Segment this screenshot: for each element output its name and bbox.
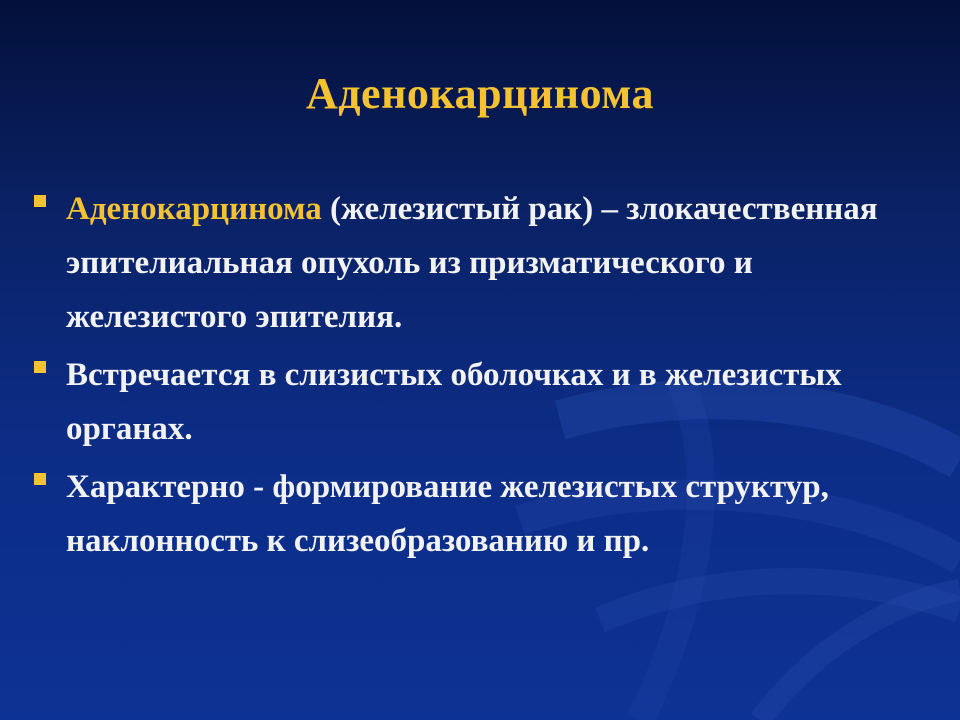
bullet-item-definition <box>30 182 940 344</box>
slide-title: Аденокарцинома <box>306 69 654 118</box>
bullet-item-location <box>30 348 940 456</box>
bullet-text: Характерно - формирование железистых структур, наклонность к слизеобразованию и пр. <box>66 469 829 559</box>
bullet-item-characteristics <box>30 460 940 568</box>
bullet-text: (железистый рак) – злокачественная эпителиальная опухоль из призматического и железистого эпителия. <box>66 191 878 335</box>
bullet-text: Встречается в слизистых оболочках и в железистых органах. <box>66 357 842 447</box>
bullet-list <box>30 182 940 572</box>
square-bullet-icon <box>34 195 46 207</box>
square-bullet-icon <box>34 361 46 373</box>
square-bullet-icon <box>34 473 46 485</box>
highlighted-term: Аденокарцинома <box>66 191 322 227</box>
